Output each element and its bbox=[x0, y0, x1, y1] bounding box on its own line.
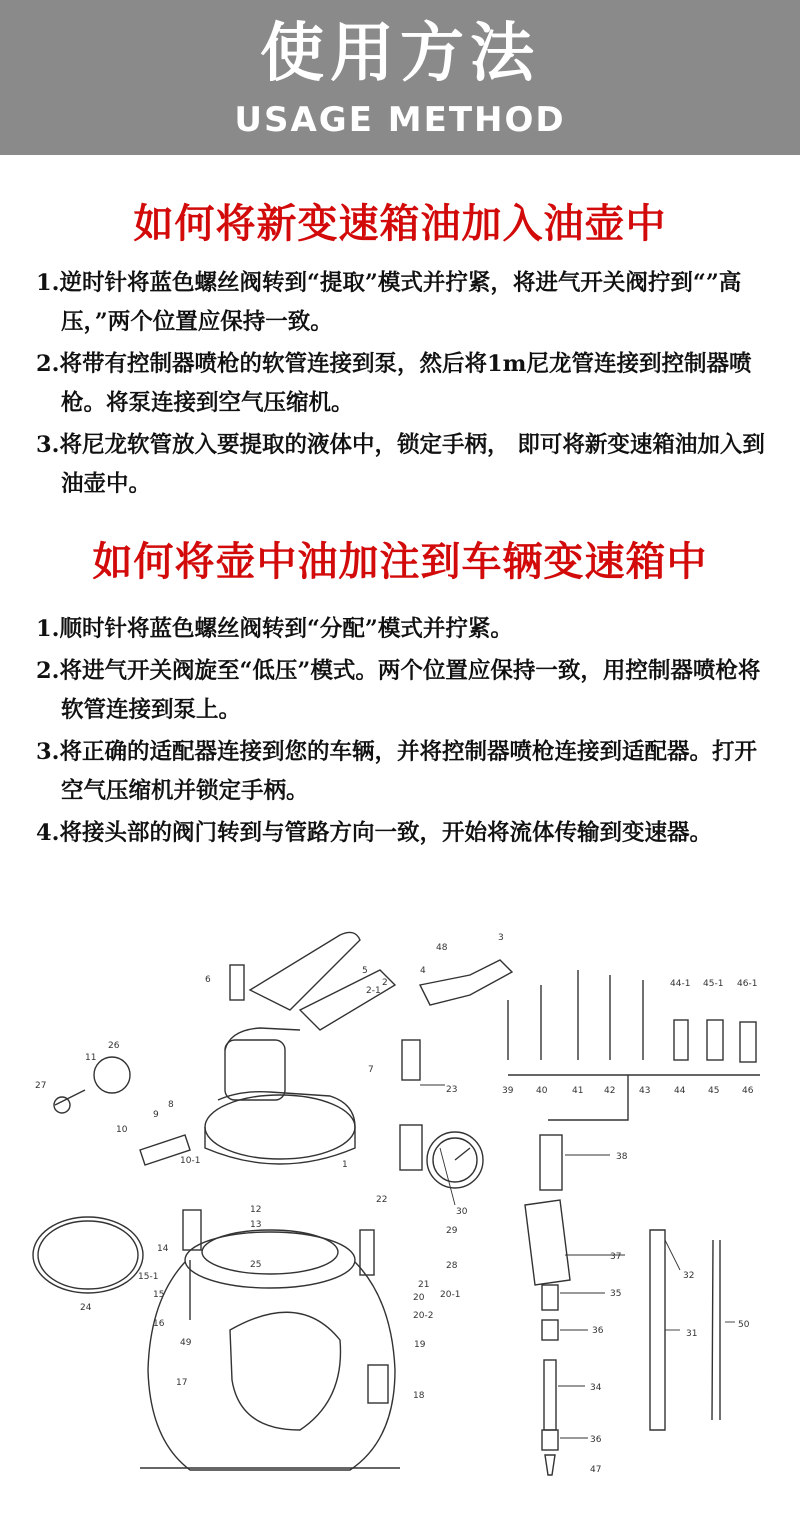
part-label: 42 bbox=[604, 1086, 616, 1096]
part-label: 43 bbox=[639, 1086, 651, 1096]
part-label: 44-1 bbox=[670, 979, 691, 989]
part-label: 16 bbox=[153, 1319, 165, 1329]
part-label: 10 bbox=[116, 1125, 128, 1135]
part-label: 3 bbox=[498, 933, 504, 943]
part-label: 15-1 bbox=[138, 1272, 159, 1282]
exploded-parts-diagram bbox=[0, 890, 800, 1518]
gauge-illustration bbox=[427, 1132, 483, 1188]
tube-part bbox=[650, 1230, 665, 1430]
part-label: 5 bbox=[362, 966, 368, 976]
gun-illustration bbox=[525, 1135, 570, 1475]
part-label: 40 bbox=[536, 1086, 548, 1096]
part-label: 15 bbox=[153, 1290, 165, 1300]
part-label: 24 bbox=[80, 1303, 92, 1313]
part-label: 45 bbox=[708, 1086, 720, 1096]
part-label: 19 bbox=[414, 1340, 426, 1350]
valve-part bbox=[402, 1040, 420, 1080]
part-label: 45-1 bbox=[703, 979, 724, 989]
part-label: 50 bbox=[738, 1320, 750, 1330]
section1-step-1: 1.逆时针将蓝色螺丝阀转到“提取”模式并拧紧，将进气开关阀拧到“”高压，”两个位置应保持一致。 bbox=[36, 270, 742, 335]
section2-title: 如何将壶中油加注到车辆变速箱中 bbox=[92, 539, 708, 585]
part-label: 20-2 bbox=[413, 1311, 434, 1321]
part-label: 27 bbox=[35, 1081, 47, 1091]
section1-step-3: 3.将尼龙软管放入要提取的液体中，锁定手柄， 即可将新变速箱油加入到油壶中。 bbox=[36, 432, 765, 497]
part-label: 26 bbox=[108, 1041, 120, 1051]
valve-part bbox=[360, 1230, 374, 1275]
part-label: 31 bbox=[686, 1329, 698, 1339]
section1-step-2: 2.将带有控制器喷枪的软管连接到泵，然后将1m尼龙管连接到控制器喷枪。将泵连接到空气压缩机。 bbox=[36, 351, 752, 416]
oring-part bbox=[33, 1217, 143, 1293]
section2-step-3: 3.将正确的适配器连接到您的车辆，并将控制器喷枪连接到适配器。打开空气压缩机并锁定手柄。 bbox=[36, 739, 757, 804]
section2-step-4: 4.将接头部的阀门转到与管路方向一致，开始将流体传输到变速器。 bbox=[36, 820, 712, 846]
part-label: 35 bbox=[610, 1289, 622, 1299]
part-label: 2 bbox=[382, 978, 388, 988]
part-label: 11 bbox=[85, 1053, 97, 1063]
part-label: 23 bbox=[446, 1085, 458, 1095]
part-label: 44 bbox=[674, 1086, 686, 1096]
part-label: 4 bbox=[420, 966, 426, 976]
part-label: 20 bbox=[413, 1293, 425, 1303]
part-label: 22 bbox=[376, 1195, 388, 1205]
section1-title: 如何将新变速箱油加入油壶中 bbox=[133, 201, 667, 247]
part-label: 37 bbox=[610, 1252, 622, 1262]
part-label: 30 bbox=[456, 1207, 468, 1217]
coupler-part bbox=[420, 960, 512, 1005]
section2-step-2: 2.将进气开关阀旋至“低压”模式。两个位置应保持一致，用控制器喷枪将软管连接到泵上。 bbox=[36, 658, 761, 723]
part-label: 39 bbox=[502, 1086, 514, 1096]
part-label: 46-1 bbox=[737, 979, 758, 989]
part-label: 12 bbox=[250, 1205, 262, 1215]
part-label: 9 bbox=[153, 1110, 159, 1120]
part-label: 8 bbox=[168, 1100, 174, 1110]
part-label: 46 bbox=[742, 1086, 754, 1096]
page-title: 使用方法 bbox=[260, 17, 540, 91]
section2-step-1: 1.顺时针将蓝色螺丝阀转到“分配”模式并拧紧。 bbox=[36, 616, 513, 642]
part-label: 7 bbox=[368, 1065, 374, 1075]
adapter-row bbox=[508, 970, 760, 1120]
part-label: 49 bbox=[180, 1338, 192, 1348]
part-label: 36 bbox=[590, 1435, 602, 1445]
part-label: 41 bbox=[572, 1086, 584, 1096]
part-label: 25 bbox=[250, 1260, 262, 1270]
handle-illustration bbox=[230, 932, 395, 1030]
page-subtitle: USAGE METHOD bbox=[234, 100, 566, 140]
valve-part bbox=[368, 1365, 388, 1403]
part-label: 36 bbox=[592, 1326, 604, 1336]
part-label: 20-1 bbox=[440, 1290, 461, 1300]
part-label: 38 bbox=[616, 1152, 628, 1162]
part-label: 13 bbox=[250, 1220, 262, 1230]
part-label: 47 bbox=[590, 1465, 602, 1475]
part-label: 17 bbox=[176, 1378, 188, 1388]
part-label: 32 bbox=[683, 1271, 695, 1281]
hose-part bbox=[712, 1240, 720, 1420]
part-label: 14 bbox=[157, 1244, 169, 1254]
part-label: 1 bbox=[342, 1160, 348, 1170]
part-label: 2-1 bbox=[366, 986, 381, 996]
tank-illustration bbox=[140, 1028, 400, 1470]
filter-part bbox=[94, 1057, 130, 1093]
part-label: 48 bbox=[436, 943, 448, 953]
part-label: 6 bbox=[205, 975, 211, 985]
part-label: 34 bbox=[590, 1383, 602, 1393]
header-banner bbox=[0, 0, 800, 155]
part-label: 18 bbox=[413, 1391, 425, 1401]
part-label: 10-1 bbox=[180, 1156, 201, 1166]
valve-part bbox=[400, 1125, 422, 1170]
section2-steps bbox=[36, 610, 776, 856]
part-label: 21 bbox=[418, 1280, 430, 1290]
section1-steps bbox=[36, 264, 776, 507]
part-label: 28 bbox=[446, 1261, 458, 1271]
part-label: 29 bbox=[446, 1226, 458, 1236]
